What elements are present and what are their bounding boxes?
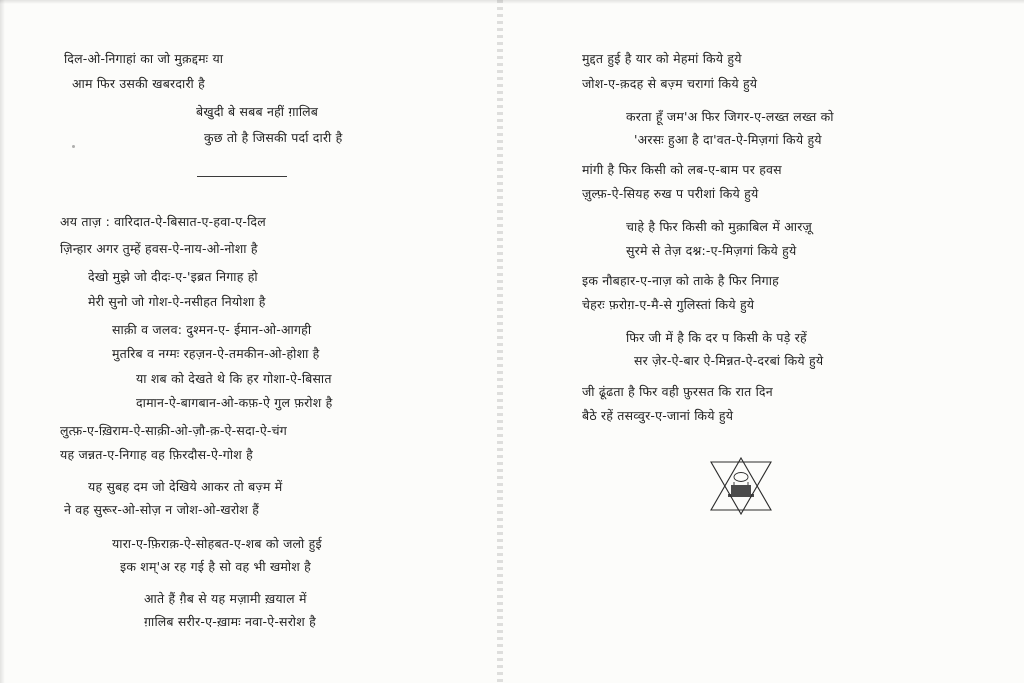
verse-line: देखो मुझे जो दीदः-ए-'इब्रत निगाह हो bbox=[88, 269, 258, 284]
verse-line: करता हूँ जम'अ फिर जिगर-ए-लख्त लख्त को bbox=[626, 109, 834, 124]
verse-line: यारा-ए-फ़िराक़-ऐ-सोहबत-ए-शब को जलो हुई bbox=[112, 536, 322, 551]
section-divider bbox=[197, 176, 287, 177]
verse-line: फिर जी में है कि दर प किसी के पड़े रहें bbox=[626, 330, 807, 345]
verse-line: यह सुबह दम जो देखिये आकर तो बज़्म में bbox=[88, 479, 283, 494]
left-page-column bbox=[0, 0, 497, 683]
verse-line: चेहरः फ़रोग़-ए-मै-से गुलिस्तां किये हुये bbox=[582, 297, 755, 312]
verse-line: मेरी सुनो जो गोश-ऐ-नसीहत नियोशा है bbox=[88, 294, 266, 309]
verse-line: दामान-ऐ-बागबान-ओ-कफ़-ऐ गुल फ़रोश है bbox=[136, 395, 333, 410]
verse-line: चाहे है फिर किसी को मुक़ाबिल में आरज़ू bbox=[626, 219, 813, 234]
verse-line: आम फिर उसकी खबरदारी है bbox=[72, 76, 206, 91]
verse-line: सर ज़ेर-ऐ-बार ऐ-मिन्नत-ऐ-दरबां किये हुये bbox=[634, 353, 824, 368]
star-of-david-emblem bbox=[707, 455, 775, 517]
verse-line: जी ढूंढता है फिर वही फ़ुरसत कि रात दिन bbox=[582, 384, 773, 399]
verse-line: 'अरसः हुआ है दा'वत-ऐ-मिज़गां किये हुये bbox=[634, 132, 822, 147]
right-page-column bbox=[503, 0, 1024, 683]
verse-line: मुद्दत हुई है यार को मेहमां किये हुये bbox=[582, 51, 742, 66]
verse-line: लुत्फ़-ए-ख़िराम-ऐ-साक़ी-ओ-ज़ौ-क़-ऐ-सदा-ऐ-चंग bbox=[60, 423, 288, 438]
verse-line: कुछ तो है जिसकी पर्दा दारी है bbox=[204, 130, 343, 145]
verse-line: अय ताज़ : वारिदात-ऐ-बिसात-ए-हवा-ए-दिल bbox=[60, 214, 266, 229]
verse-line: ज़ुल्फ़-ऐ-सियह रुख प परीशां किये हुये bbox=[582, 186, 759, 201]
verse-line: मांगी है फिर किसी को लब-ए-बाम पर हवस bbox=[582, 162, 782, 177]
verse-line: सुरमे से तेज़ दश्न:-ए-मिज़गां किये हुये bbox=[626, 243, 797, 258]
verse-line: या शब को देखते थे कि हर गोशा-ऐ-बिसात bbox=[136, 371, 332, 386]
verse-line: ग़ालिब सरीर-ए-ख़ामः नवा-ऐ-सरोश है bbox=[144, 614, 316, 629]
verse-line: इक शम्'अ रह गई है सो वह भी खमोश है bbox=[120, 559, 311, 574]
verse-line: दिल-ओ-निगाहां का जो मुक़द्दमः या bbox=[64, 51, 224, 66]
verse-line: यह जन्नत-ए-निगाह वह फ़िरदौस-ऐ-गोश है bbox=[60, 447, 253, 462]
verse-line: मुतरिब व नग्मः रहज़न-ऐ-तमकीन-ओ-होशा है bbox=[112, 346, 320, 361]
scan-speck bbox=[72, 145, 75, 148]
verse-line: बेखुदी बे सबब नहीं ग़ालिब bbox=[196, 104, 319, 119]
verse-line: इक नौबहार-ए-नाज़ को ताके है फिर निगाह bbox=[582, 273, 779, 288]
verse-line: बैठे रहें तसव्वुर-ए-जानां किये हुये bbox=[582, 408, 734, 423]
verse-line: जोश-ए-क़दह से बज़्म चरागां किये हुये bbox=[582, 76, 758, 91]
verse-line: ज़िन्हार अगर तुम्हें हवस-ऐ-नाय-ओ-नोशा है bbox=[60, 241, 258, 256]
verse-line: आते हैं ग़ैब से यह मज़ामी ख़याल में bbox=[144, 591, 307, 606]
verse-line: साक़ी व जलव: दुश्मन-ए- ईमान-ओ-आगही bbox=[112, 322, 312, 337]
verse-line: ने वह सुरूर-ओ-सोज़ न जोश-ओ-खरोश हैं bbox=[64, 502, 260, 517]
